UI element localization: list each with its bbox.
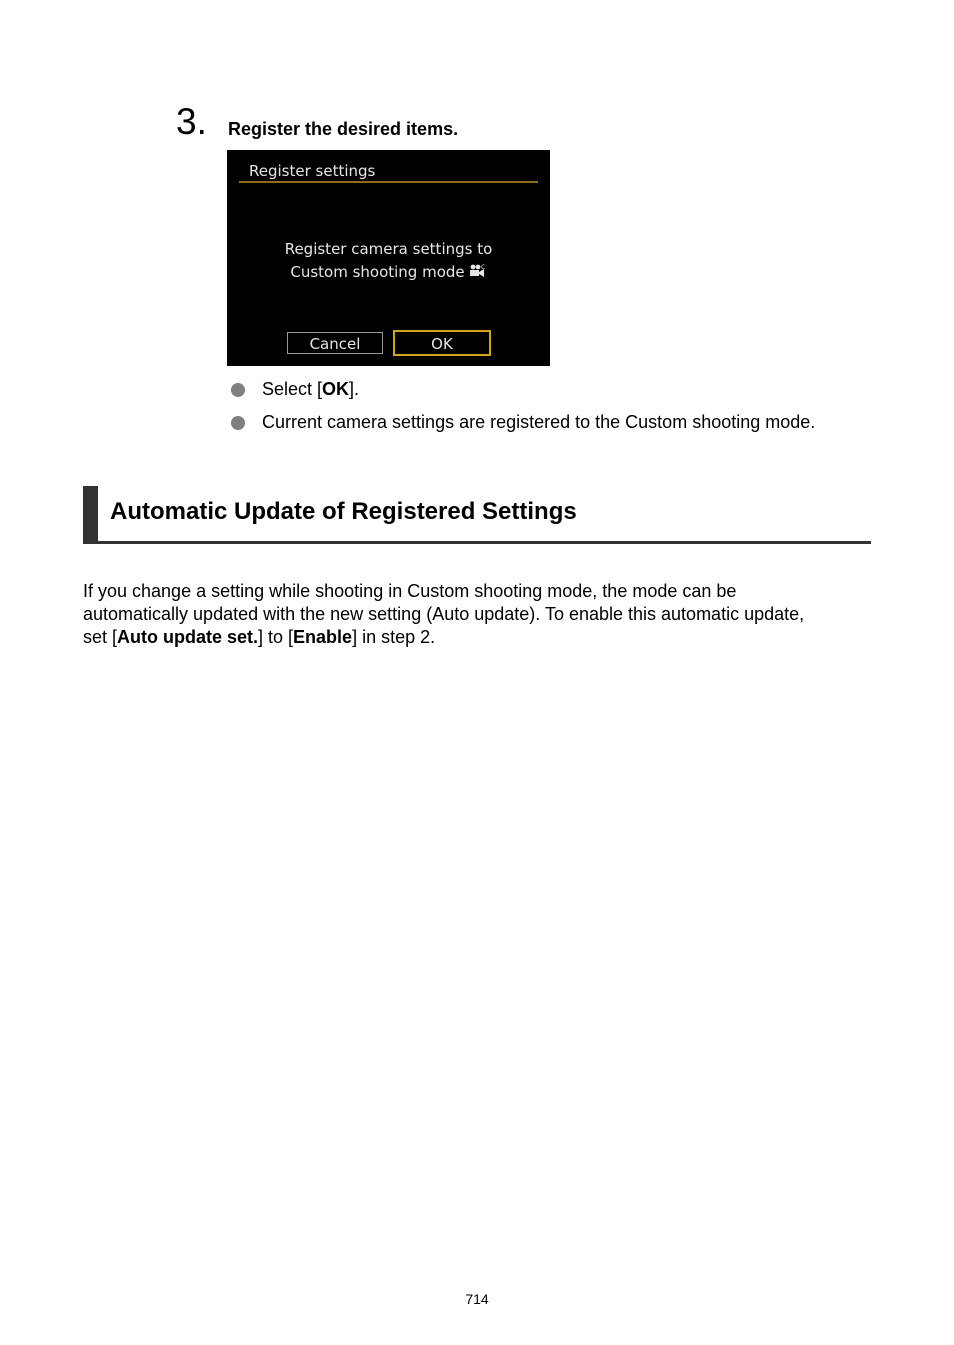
bullet-text-before: Select [	[262, 379, 323, 399]
enable-option-label: Enable	[293, 627, 353, 647]
camera-screen	[227, 150, 550, 366]
paragraph-line-2: automatically updated with the new setting (Auto update). To enable this automatic update,	[83, 604, 805, 624]
section-heading	[83, 486, 871, 544]
bullet-list	[229, 378, 815, 444]
bullet-text: Current camera settings are registered to the Custom shooting mode.	[262, 412, 816, 432]
section-underline	[83, 541, 871, 544]
paragraph-text: set [	[83, 627, 118, 647]
page-number: 714	[465, 1291, 489, 1307]
paragraph-line-1: If you change a setting while shooting in Custom shooting mode, the mode can be	[83, 581, 737, 601]
bullet-dot	[231, 416, 245, 430]
bullet-dot	[231, 383, 245, 397]
svg-text:C: C	[480, 264, 485, 271]
screen-title: Register settings	[249, 162, 376, 180]
paragraph-text: ] to [	[258, 627, 294, 647]
list-item	[229, 378, 815, 411]
ok-button[interactable]: OK	[393, 330, 491, 356]
auto-update-setting-label: Auto update set.	[117, 627, 259, 647]
screen-divider	[239, 181, 538, 183]
section-title: Automatic Update of Registered Settings	[110, 498, 577, 525]
paragraph-line-3	[83, 626, 873, 649]
step-title: Register the desired items.	[228, 119, 459, 139]
screen-message	[227, 238, 550, 284]
cancel-button[interactable]: Cancel	[287, 332, 383, 354]
custom-movie-mode-icon	[469, 263, 487, 279]
section-marker	[83, 486, 98, 544]
bullet-text-after: ].	[349, 379, 360, 399]
screen-message-line-2-text: Custom shooting mode	[290, 263, 465, 281]
body-paragraph	[83, 580, 873, 649]
paragraph-text: ] in step 2.	[352, 627, 436, 647]
step-number: 3.	[176, 101, 207, 142]
bullet-text-bold: OK	[322, 379, 350, 399]
list-item	[229, 411, 815, 444]
screen-message-line-2	[227, 261, 550, 284]
screen-message-line-1: Register camera settings to	[284, 240, 493, 258]
